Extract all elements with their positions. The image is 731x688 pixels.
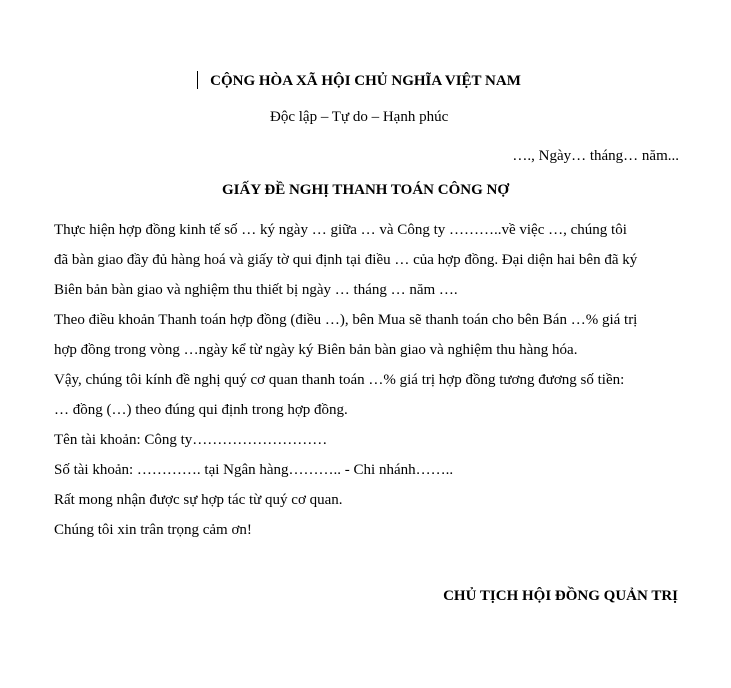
body-line: Rất mong nhận được sự hợp tác từ quý cơ quan. xyxy=(54,492,343,508)
national-slogan: Độc lập – Tự do – Hạnh phúc xyxy=(270,109,449,125)
body-line: Thực hiện hợp đồng kinh tế số … ký ngày … giữa … và Công ty ………..về việc …, chúng tôi xyxy=(54,222,627,238)
document-body xyxy=(54,219,684,549)
body-line: Chúng tôi xin trân trọng cảm ơn! xyxy=(54,522,252,538)
signature-title: CHỦ TỊCH HỘI ĐỒNG QUẢN TRỊ xyxy=(443,588,678,604)
body-line: Tên tài khoản: Công ty……………………… xyxy=(54,432,328,448)
body-line: hợp đồng trong vòng …ngày kể từ ngày ký Biên bản bàn giao và nghiệm thu hàng hóa. xyxy=(54,342,578,358)
body-line: … đồng (…) theo đúng qui định trong hợp đồng. xyxy=(54,402,348,418)
body-line: đã bàn giao đầy đủ hàng hoá và giấy tờ qui định tại điều … của hợp đồng. Đại diện hai bên đã ký xyxy=(54,252,638,268)
body-line: Vậy, chúng tôi kính đề nghị quý cơ quan thanh toán …% giá trị hợp đồng tương đương số tiền: xyxy=(54,372,625,388)
body-line: Biên bản bàn giao và nghiệm thu thiết bị ngày … tháng … năm …. xyxy=(54,282,458,298)
national-motto: CỘNG HÒA XÃ HỘI CHỦ NGHĨA VIỆT NAM xyxy=(210,73,521,89)
body-line: Số tài khoản: …………. tại Ngân hàng……….. - Chi nhánh…….. xyxy=(54,462,454,478)
date-line: …., Ngày… tháng… năm... xyxy=(512,148,679,164)
body-line: Theo điều khoản Thanh toán hợp đồng (điều …), bên Mua sẽ thanh toán cho bên Bán …% giá trị xyxy=(54,312,638,328)
document-title: GIẤY ĐỀ NGHỊ THANH TOÁN CÔNG NỢ xyxy=(222,182,509,198)
